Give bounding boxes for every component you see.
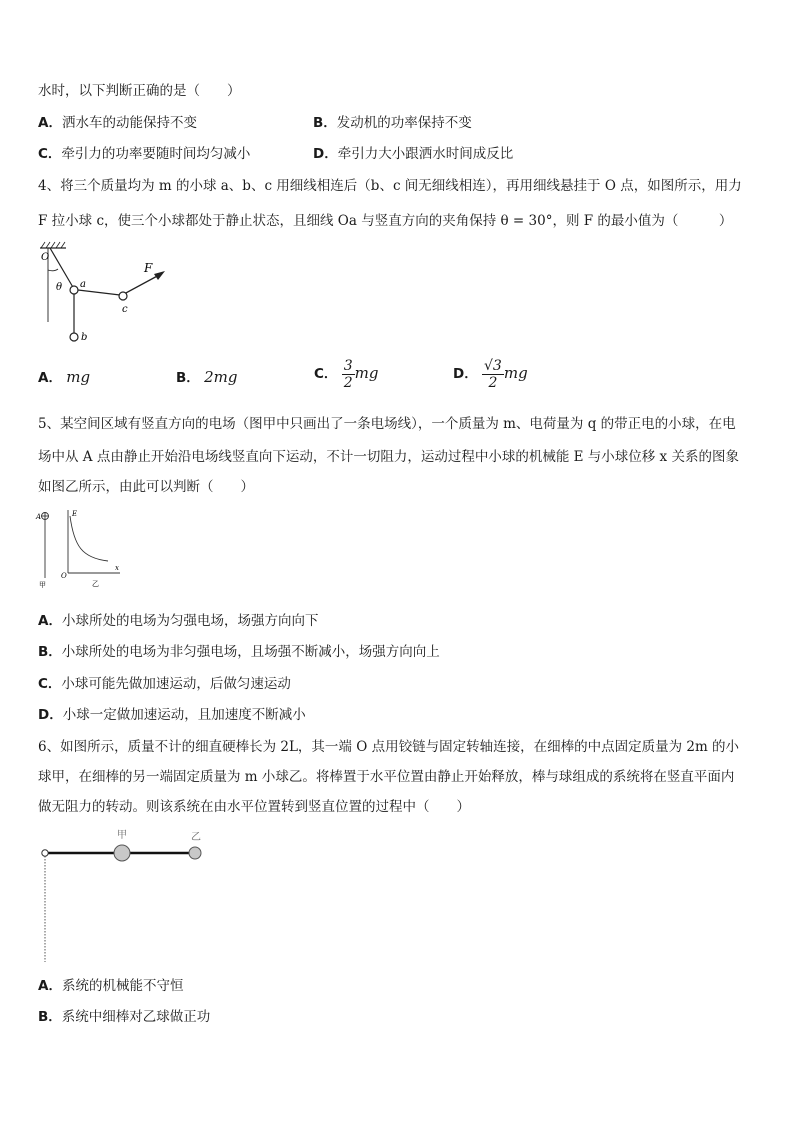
q4-option-b: B． 2mg: [176, 368, 238, 386]
q5-option-a: A．小球所处的电场为匀强电场，场强方向向下: [38, 613, 319, 629]
label-E: E: [72, 510, 78, 518]
q3-option-c: C．牵引力的功率要随时间均匀减小: [38, 146, 251, 162]
q5-option-b: B．小球所处的电场为非匀强电场，且场强不断减小，场强方向向上: [38, 644, 440, 660]
q6-figure: [34, 826, 214, 966]
q3-stem-tail: 水时，以下判断正确的是（ ）: [38, 83, 241, 99]
q6-stem-line2: 球甲，在细棒的另一端固定质量为 m 小球乙。将棒置于水平位置由静止开始释放，棒与球组成的系统将在竖直平面内: [38, 769, 735, 785]
q3-option-a: A．洒水车的动能保持不变: [38, 115, 197, 131]
label-yi: 乙: [92, 580, 99, 588]
label-A: A: [36, 513, 42, 521]
label-yi: 乙: [191, 832, 201, 843]
q4-option-d: D． $\frac{√3}{2}$ mg: [453, 358, 528, 391]
q5-stem-line3: 如图乙所示，由此可以判断（ ）: [38, 479, 254, 495]
q5-option-d: D．小球一定做加速运动，且加速度不断减小: [38, 707, 306, 723]
label-F: F: [144, 261, 153, 275]
label-x: x: [115, 564, 119, 572]
ball-c: [119, 292, 127, 300]
label-o: O: [41, 252, 50, 263]
q5-option-c: C．小球可能先做加速运动，后做匀速运动: [38, 676, 291, 692]
q5-stem-line2: 场中从 A 点由静止开始沿电场线竖直向下运动，不计一切阻力，运动过程中小球的机械能 E 与小球位移 x 关系的图象: [38, 449, 739, 465]
q3-option-d: D．牵引力大小跟洒水时间成反比: [313, 146, 514, 162]
q6-option-b: B．系统中细棒对乙球做正功: [38, 1009, 211, 1025]
q6-option-a: A．系统的机械能不守恒: [38, 978, 184, 994]
q5-stem-line1: 5、某空间区域有竖直方向的电场（图甲中只画出了一条电场线），一个质量为 m、电荷量为 q 的带正电的小球，在电: [38, 416, 736, 432]
label-a: a: [80, 279, 86, 290]
label-jia: 甲: [117, 830, 127, 841]
ball-a: [70, 286, 78, 294]
q4-stem-line2: F 拉小球 c，使三个小球都处于静止状态，且细线 Oa 与竖直方向的夹角保持 θ = 30°，则 F 的最小值为（ ）: [38, 213, 733, 229]
q5-figure: [34, 506, 130, 590]
q4-option-a: A． mg: [38, 368, 91, 386]
pivot-o: [42, 850, 48, 856]
label-jia: 甲: [39, 581, 46, 589]
label-c: c: [122, 304, 128, 315]
q6-stem-line1: 6、如图所示，质量不计的细直硬棒长为 2L，其一端 O 点用铰链与固定转轴连接，在细棒的中点固定质量为 2m 的小: [38, 739, 740, 755]
q4-option-c: C． $\frac{3}{2}$ mg: [314, 358, 379, 391]
ball-b: [70, 333, 78, 341]
ball-jia: [114, 845, 130, 861]
q3-option-b: B．发动机的功率保持不变: [313, 115, 472, 131]
q4-stem-line1: 4、将三个质量均为 m 的小球 a、b、c 用细线相连后（b、c 间无细线相连），再用细线悬挂于 O 点，如图所示，用力: [38, 178, 742, 194]
q6-stem-line3: 做无阻力的转动。则该系统在由水平位置转到竖直位置的过程中（ ）: [38, 799, 470, 815]
label-b: b: [81, 332, 88, 343]
ball-yi: [189, 847, 201, 859]
q4-figure: [36, 240, 176, 350]
label-theta: θ: [56, 282, 63, 293]
label-O: O: [61, 572, 67, 580]
